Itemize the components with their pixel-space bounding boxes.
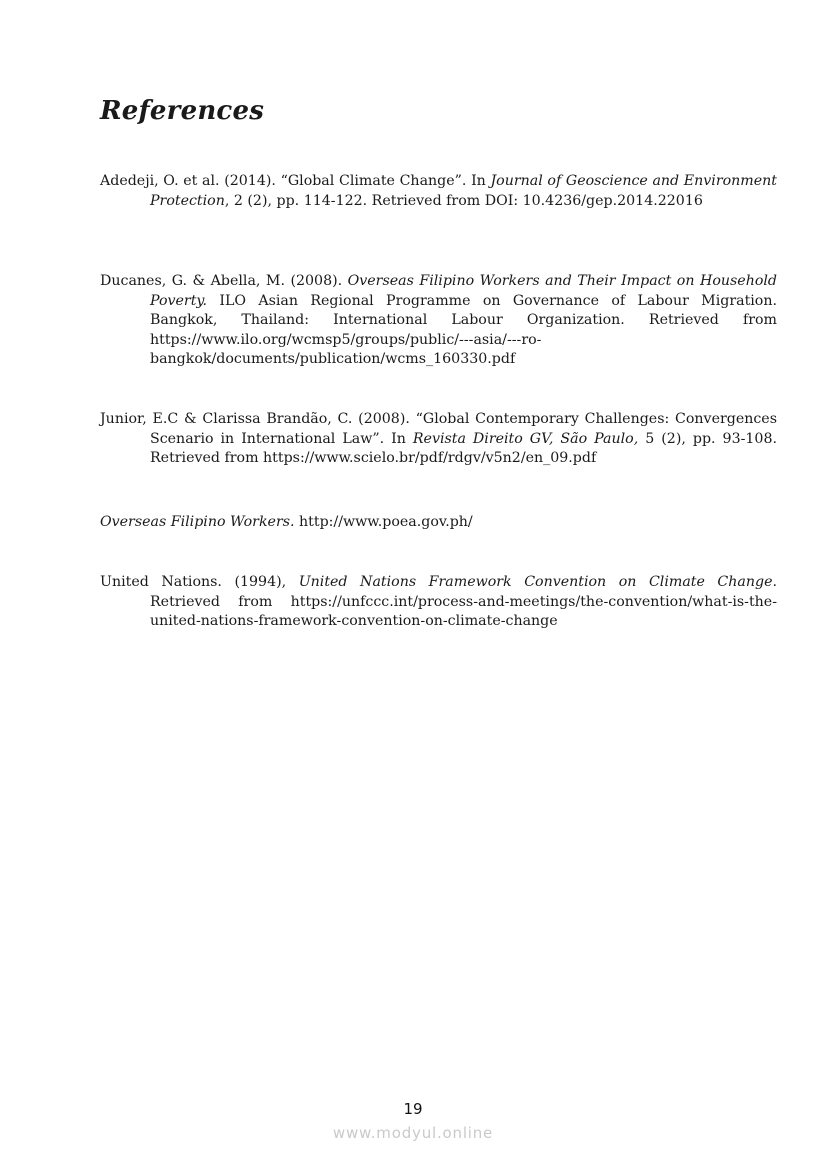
- reference-entry: [100, 172, 777, 211]
- reference-details: , 2 (2), pp. 114-122. Retrieved from DOI: 10.4236/gep.2014.22016: [224, 192, 703, 209]
- page-title: References: [100, 96, 265, 126]
- page-number: 19: [403, 1100, 423, 1118]
- reference-source-title: Overseas Filipino Workers.: [100, 514, 295, 530]
- reference-entry: [100, 272, 777, 370]
- reference-text: Junior, E.C & Clarissa Brandão, C. (2008). “Global Contemporary Challenges: Convergences Scenario in International Law”. In: [100, 411, 777, 447]
- reference-source-title: Overseas Filipino Workers and Their Impact on Household Poverty.: [150, 273, 777, 309]
- reference-source-title: United Nations Framework Convention on Climate Change: [298, 574, 773, 590]
- reference-details: . Retrieved from https://unfccc.int/process-and-meetings/the-convention/what-is-the-united-nations-framework-convention-on-climate-change: [150, 574, 778, 630]
- reference-entry: [100, 573, 777, 632]
- reference-details: http://www.poea.gov.ph/: [294, 514, 473, 530]
- reference-entry: [100, 410, 777, 469]
- reference-entry: [100, 513, 777, 533]
- reference-source-title: Revista Direito GV, São Paulo,: [412, 430, 639, 447]
- reference-text: Adedeji, O. et al. (2014). “Global Climate Change”. In: [100, 173, 491, 189]
- reference-text: United Nations. (1994),: [100, 574, 299, 590]
- reference-details: ILO Asian Regional Programme on Governance of Labour Migration. Bangkok, Thailand: International Labour Organization. Retrieved from https://www.ilo.org/wcmsp5/groups/public/---asia/---ro-bangkok/documents/publication/wcms_160330.pdf: [150, 292, 777, 368]
- reference-source-title: Journal of Geoscience and Environment Protection: [150, 173, 777, 209]
- reference-details: 5 (2), pp. 93-108. Retrieved from https://www.scielo.br/pdf/rdgv/v5n2/en_09.pdf: [150, 430, 777, 467]
- watermark: www.modyul.online: [332, 1124, 494, 1142]
- reference-text: Ducanes, G. & Abella, M. (2008).: [100, 273, 348, 289]
